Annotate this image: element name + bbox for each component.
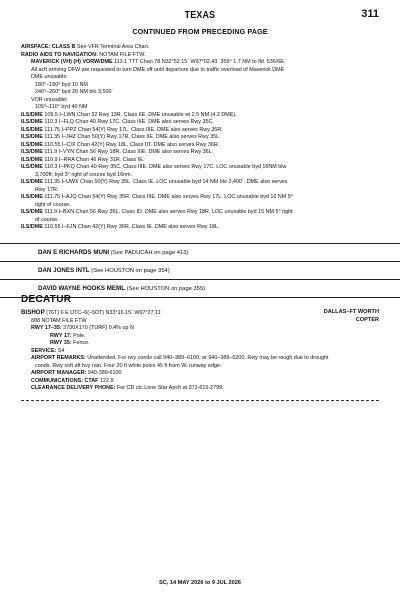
service-line: SERVICE: S4 xyxy=(31,347,65,354)
region-tag-line: DALLAS–FT WORTH xyxy=(323,309,379,315)
maverick-section xyxy=(21,44,379,232)
bishop-title-line: BISHOP (76T) 6 E UTC–6(–5DT) N33°16.15´ W97°27.11´ xyxy=(21,309,163,316)
page-number: 311 xyxy=(361,8,379,20)
divider xyxy=(0,279,400,280)
remarks-line: AIRPORT REMARKS: Unattended. For rwy conds call 940–389–6100, or 940–389–6200. Rwy may be rough due to drought xyxy=(31,355,329,361)
ils-entry: ILS/DME 110.55 I–FJN Chan 42(Y) Rwy 36R. Class IE. DME also serves Rwy 18L. xyxy=(21,224,220,230)
remarks-line-2: conds. Rwy soft aft hvy rain. Four 20 ft white poles 45 ft from W. runway edge. xyxy=(35,362,222,369)
ils-entry: Rwy 17R. xyxy=(35,186,59,193)
ils-entry: ILS/DME 109.5 I–LWN Chan 32 Rwy 13R. Class IIE. DME unusable wi 2.5 NM (4.2 DME). xyxy=(21,111,237,118)
city-heading: DECATUR xyxy=(21,294,72,305)
vor-note: All acft arriving DFW are requested to turn DME off until departure due to traffic overload of Maverick DME xyxy=(31,66,285,73)
runway-line: RWY 17–35: 3730X170 (TURF) 0.4% up N xyxy=(31,325,134,331)
ils-entry: right of course. xyxy=(35,201,71,208)
ils-entry: ILS/DME 111.75 I–AJQ Chan 54(Y) Rwy 35R. Class IIIE. DME also serves Rwy 17L. LOC unusable byd 16 NM 5° xyxy=(21,194,293,200)
vor-note: 240°–260° byd 20 NM blo 3,500´ xyxy=(35,89,114,95)
vor-note: 105°–110° byd 40 NM xyxy=(35,104,88,110)
ils-entry: ILS/DME 110.3 I–PKQ Chan 40 Rwy 35C. Class IIIE. DME also serves Rwy 17C. LOC unusable byd 16NM blw xyxy=(21,164,287,170)
reference-entry: DAVID WAYNE HOOKS MEML (See HOUSTON on page 355) xyxy=(38,285,206,292)
ils-entry: ILS/DME 111.9 I–VYN Chan 56 Rwy 18R. Class IIIE. DME also serves Rwy 36L. xyxy=(21,149,214,155)
ils-entry: 3,700ft; byd 3° right of course byd 16nm. xyxy=(35,171,133,178)
vor-line: MAVERICK (VH) (H) VORW/DME 113.1 TTT Chan 78 N32°52.15´ W97°02.43´ 359° 1.7 NM to fld. 536/6E. xyxy=(31,59,286,65)
ils-entry: ILS/DME 111.35 I–UWX Chan 50(Y) Rwy 35L. Class IE. LOC unusable byd 14 NM blo 3,400´. DME also serves xyxy=(21,179,288,185)
ils-entry: ILS/DME 110.3 I–FLQ Chan 40 Rwy 17C. Class IIIE. DME also serves Rwy 35C. xyxy=(21,119,214,125)
manager-line: AIRPORT MANAGER: 940-389-6100 xyxy=(31,370,122,376)
ils-entry: ILS/DME 110.55 I–CIX Chan 42(Y) Rwy 18L. Class IIT. DME also serves Rwy 36R. xyxy=(21,141,220,148)
dashed-divider xyxy=(21,400,379,401)
ils-entry: ILS/DME 111.35 I–JHZ Chan 50(Y) Rwy 17R. Class IIE. DME also serves Rwy 35L. xyxy=(21,134,221,140)
reference-entry: DAN JONES INTL (See HOUSTON on page 354) xyxy=(38,267,170,274)
vor-note: DME unusable: xyxy=(31,74,68,80)
ils-entry: ILS/DME 110.9 I–RRA Chan 46 Rwy 31R. Class IE. xyxy=(21,156,145,163)
ils-entry: of course. xyxy=(35,216,59,223)
bishop-elev-line: 888 NOTAM FILE FTW xyxy=(31,317,87,324)
radio-aids-line: RADIO AIDS TO NAVIGATION: NOTAM FILE FTW. xyxy=(21,51,146,58)
vor-note: 180°–190° byd 10 NM xyxy=(35,81,88,88)
airspace-line: AIRSPACE: CLASS B See VFR Terminal Area Chart. xyxy=(21,44,150,50)
reference-entry: DAN E RICHARDS MUNI (See PADUCAH on page 413) xyxy=(38,249,189,256)
region-tag xyxy=(324,309,379,324)
region-tag-line: COPTER xyxy=(355,316,379,323)
rwy17-line: RWY 17: Pole. xyxy=(50,332,86,339)
footer-dates: SC, 14 MAY 2026 to 9 JUL 2026 xyxy=(159,580,241,586)
divider xyxy=(0,243,400,244)
divider xyxy=(0,261,400,262)
continued-note: CONTINUED FROM PRECEDING PAGE xyxy=(132,27,268,36)
ils-entry: ILS/DME 111.9 I–BXN Chan 56 Rwy 36L. Class ID. DME also serves Rwy 18R. LOC unusable byd 15 NM 5° right xyxy=(21,209,293,215)
state-title: TEXAS xyxy=(184,9,216,21)
ils-entry: ILS/DME 111.75 I–PPZ Chan 54(Y) Rwy 17L. Class IIIE. DME also serves Rwy 35R. xyxy=(21,126,223,133)
communications-line: COMMUNICATIONS: CTAF 122.9 xyxy=(31,377,114,384)
clearance-line: CLEARANCE DELIVERY PHONE: For CD ctc Lone Star Apch at 972-615-2799. xyxy=(31,385,224,391)
ils-list xyxy=(21,112,379,232)
rwy35-line: RWY 35: Fence. xyxy=(50,340,90,346)
vor-note: VOR unusable: xyxy=(31,96,68,103)
